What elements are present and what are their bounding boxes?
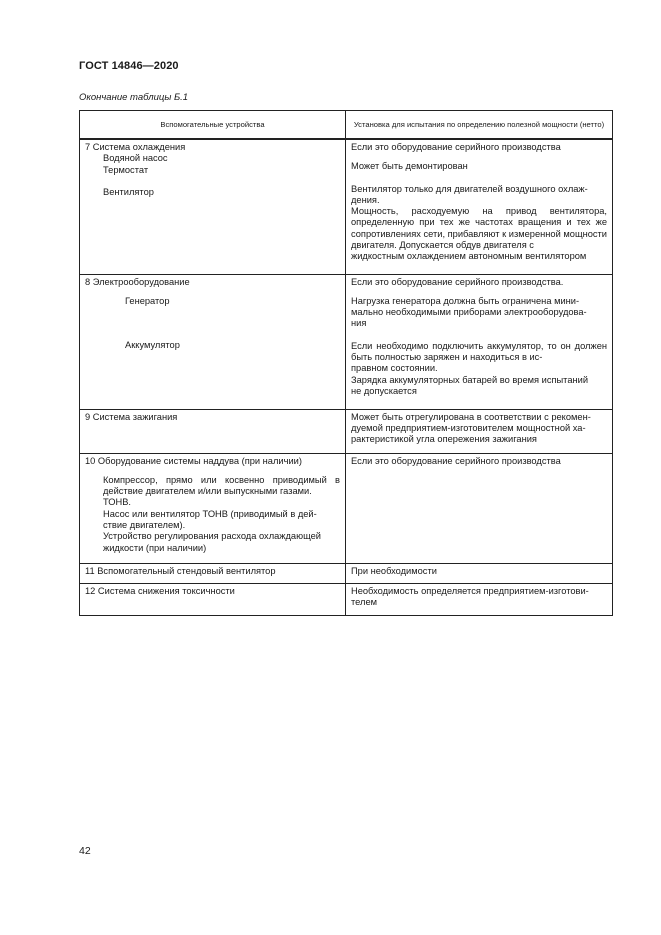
- row-9-note-c: дуемой предприятием-изготовителем мощностной ха-: [351, 422, 586, 433]
- row-10-pump-b: ствие двигателем).: [103, 519, 186, 530]
- row-8-battery-d: не допускается: [351, 385, 417, 396]
- row-7-fan-note-b: дения.: [351, 194, 380, 205]
- row-12-right: [346, 583, 613, 615]
- row-9-note-d: рактеристикой угла опережения зажигания: [351, 434, 537, 445]
- row-10-title: 10 Оборудование системы наддува (при наличии): [85, 455, 302, 466]
- row-10-serial: Если это оборудование серийного производства: [351, 455, 561, 466]
- table-row: [80, 274, 613, 409]
- row-10-coolant-a: Устройство регулирования расхода охлаждающей: [103, 531, 321, 542]
- row-8-battery: Аккумулятор: [125, 340, 180, 351]
- row-7-fan-power-end: жидкостным охлаждением автономным вентилятором: [351, 251, 587, 262]
- row-7-thermostat: Термостат: [103, 164, 149, 175]
- row-9-left: [80, 409, 346, 453]
- row-8-battery-b: правном состоянии.: [351, 363, 438, 374]
- column-header-accessories: Вспомогательные устройства: [80, 111, 346, 140]
- row-8-battery-a: Если необходимо подключить аккумулятор, то он должен быть полностью заряжен и находиться в ис-: [351, 340, 607, 362]
- row-10-coolant-b: жидкости (при наличии): [103, 542, 207, 553]
- standard-designation: ГОСТ 14846—2020: [79, 60, 179, 72]
- accessories-table: [79, 110, 613, 616]
- table-caption: Окончание таблицы Б.1: [79, 92, 189, 103]
- table-row: [80, 583, 613, 615]
- row-10-pump-a: Насос или вентилятор ТОНВ (приводимый в дей-: [103, 508, 317, 519]
- row-8-title: 8 Электрооборудование: [85, 276, 190, 287]
- row-7-water-pump: Водяной насос: [103, 153, 168, 164]
- row-8-generator-a: Нагрузка генератора должна быть ограничена мини-: [351, 295, 580, 306]
- row-11-title: 11 Вспомогательный стендовый вентилятор: [85, 565, 276, 576]
- row-10-left: [80, 453, 346, 563]
- column-header-test-setup: Установка для испытания по определению полезной мощности (нетто): [346, 111, 613, 140]
- row-8-right: [346, 274, 613, 409]
- row-7-left: [80, 139, 346, 274]
- row-8-generator-b: мально необходимыми приборами электрооборудова-: [351, 307, 587, 318]
- row-10-right: [346, 453, 613, 563]
- table-row: [80, 409, 613, 453]
- row-7-thermostat-note: Может быть демонтирован: [351, 161, 468, 172]
- row-9-note-a: Может быть отрегулирована в соответствии с рекомен-: [351, 411, 591, 422]
- table-row: [80, 139, 613, 274]
- row-11-right: [346, 563, 613, 583]
- row-7-fan: Вентилятор: [103, 186, 154, 197]
- row-10-tonv: ТОНВ.: [103, 497, 131, 508]
- row-10-compressor: Компрессор, прямо или косвенно приводимый в действие двигателем и/или выпускными газами.: [103, 474, 340, 497]
- row-7-title: 7 Система охлаждения: [85, 142, 186, 152]
- row-12-title: 12 Система снижения токсичности: [85, 585, 235, 596]
- row-7-right: [346, 139, 613, 274]
- row-11-note: При необходимости: [351, 565, 437, 576]
- table-row: [80, 563, 613, 583]
- table-header-row: [80, 111, 613, 140]
- row-8-battery-c: Зарядка аккумуляторных батарей во время испытаний: [351, 374, 589, 385]
- row-8-generator-c: ния: [351, 318, 367, 329]
- row-7-serial: Если это оборудование серийного производства: [351, 142, 561, 152]
- row-7-fan-note-a: Вентилятор только для двигателей воздушного охлаж-: [351, 183, 588, 194]
- row-8-left: [80, 274, 346, 409]
- row-8-generator: Генератор: [125, 295, 170, 306]
- row-9-right: [346, 409, 613, 453]
- row-8-serial: Если это оборудование серийного производства.: [351, 276, 564, 287]
- row-11-left: [80, 563, 346, 583]
- table-row: [80, 453, 613, 563]
- row-12-note-a: Необходимость определяется предприятием-изготови-: [351, 585, 589, 596]
- row-12-left: [80, 583, 346, 615]
- row-7-fan-power: Мощность, расходуемую на привод вентилятора, определенную при тех же частотах вращения и тех же сопротивлениях сети, прибавляют к измеренной мощности двигателя. Допускается обдув двигателя с: [351, 206, 607, 251]
- row-12-note-b: телем: [351, 596, 378, 607]
- page-number: 42: [79, 845, 91, 857]
- row-9-title: 9 Система зажигания: [85, 411, 178, 422]
